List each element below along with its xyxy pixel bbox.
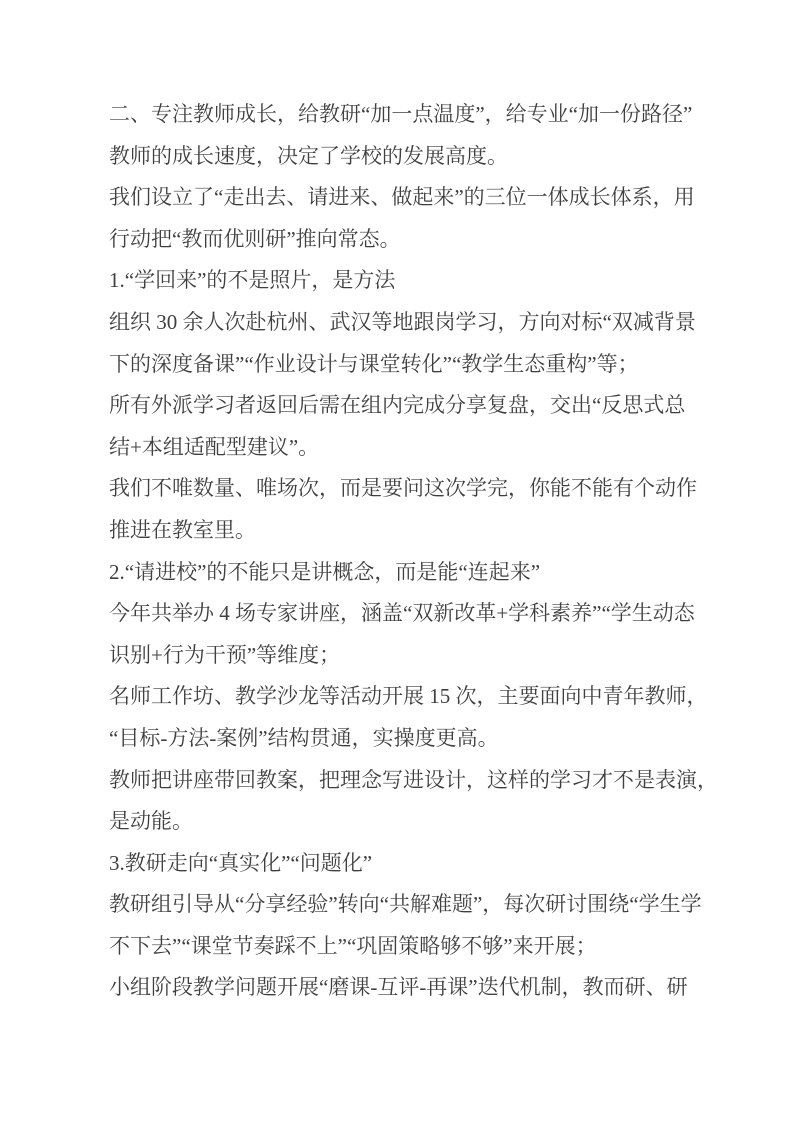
document-text-block xyxy=(109,94,718,1009)
paragraph xyxy=(109,967,688,1009)
text-line: 组织 30 余人次赴杭州、武汉等地跟岗学习，方向对标“双减背景 xyxy=(109,309,696,334)
paragraph xyxy=(109,593,695,676)
text-line: 教师把讲座带回教案，把理念写进设计，这样的学习才不是表演， xyxy=(109,767,718,792)
paragraph xyxy=(109,760,718,843)
text-line: 是动能。 xyxy=(109,809,193,834)
paragraph xyxy=(109,676,708,759)
text-line: 教研组引导从“分享经验”转向“共解难题”，每次研讨围绕“学生学 xyxy=(109,892,702,917)
paragraph xyxy=(109,385,686,468)
text-line: 识别+行为干预”等维度； xyxy=(109,642,341,667)
text-line: 名师工作坊、教学沙龙等活动开展 15 次，主要面向中青年教师， xyxy=(109,684,708,709)
text-line: 今年共举办 4 场专家讲座，涵盖“双新改革+学科素养”“学生动态 xyxy=(109,601,695,626)
text-line: 下的深度备课”“作业设计与课堂转化”“教学生态重构”等； xyxy=(109,351,639,376)
paragraph-sub-heading-2 xyxy=(109,552,679,594)
text-line: “目标-方法-案例”结构贯通，实操度更高。 xyxy=(109,725,499,750)
text-line: 1.“学回来”的不是照片，是方法 xyxy=(109,268,396,293)
text-line: 3.教研走向“真实化”“问题化” xyxy=(109,850,373,875)
paragraph xyxy=(109,136,679,178)
paragraph-sub-heading-3 xyxy=(109,843,679,885)
paragraph xyxy=(109,884,702,967)
text-line: 推进在教室里。 xyxy=(109,517,256,542)
text-line: 不下去”“课堂节奏踩不上”“巩固策略够不够”来开展； xyxy=(109,933,597,958)
text-line: 我们不唯数量、唯场次，而是要问这次学完，你能不能有个动作 xyxy=(109,476,697,501)
paragraph xyxy=(109,302,696,385)
text-line: 所有外派学习者返回后需在组内完成分享复盘，交出“反思式总 xyxy=(109,393,686,418)
paragraph-section-heading xyxy=(109,94,693,136)
text-line: 行动把“教而优则研”推向常态。 xyxy=(109,226,401,251)
paragraph xyxy=(109,468,697,551)
text-line: 2.“请进校”的不能只是讲概念，而是能“连起来” xyxy=(109,559,541,584)
text-line: 二、专注教师成长，给教研“加一点温度”，给专业“加一份路径” xyxy=(109,102,693,126)
text-line: 教师的成长速度，决定了学校的发展高度。 xyxy=(109,143,508,168)
paragraph-sub-heading-1 xyxy=(109,260,679,302)
text-line: 小组阶段教学问题开展“磨课-互评-再课”迭代机制，教而研、研 xyxy=(109,975,688,1000)
text-line: 结+本组适配型建议”。 xyxy=(109,434,320,459)
paragraph xyxy=(109,177,695,260)
text-line: 我们设立了“走出去、请进来、做起来”的三位一体成长体系，用 xyxy=(109,185,695,210)
